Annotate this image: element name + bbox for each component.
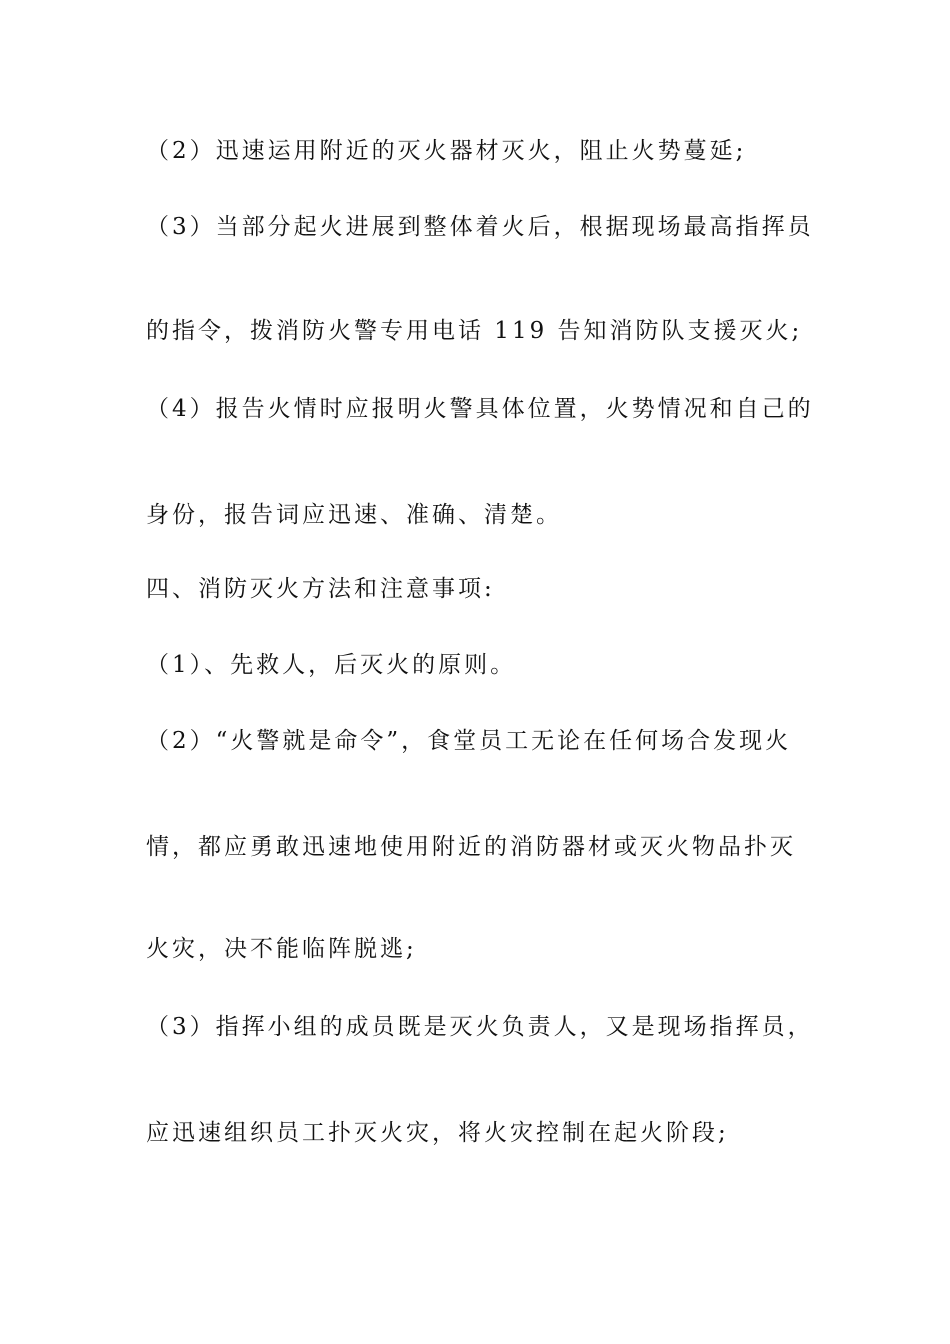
paragraph-line-7: （1）、先救人，后灭火的原则。 <box>146 652 517 678</box>
paragraph-line-5: 身份，报告词应迅速、准确、清楚。 <box>146 502 562 528</box>
paragraph-line-11: （3）指挥小组的成员既是灭火负责人，又是现场指挥员， <box>146 1014 814 1040</box>
paragraph-line-2: （3）当部分起火进展到整体着火后，根据现场最高指挥员 <box>146 214 814 240</box>
paragraph-line-12: 应迅速组织员工扑灭火灾，将火灾控制在起火阶段; <box>146 1120 729 1146</box>
paragraph-line-3: 的指令，拨消防火警专用电话 119 告知消防队支援灭火; <box>146 318 803 344</box>
section-heading: 四、消防灭火方法和注意事项: <box>146 576 495 602</box>
paragraph-line-10: 火灾，决不能临阵脱逃; <box>146 936 417 962</box>
paragraph-line-4: （4）报告火情时应报明火警具体位置，火势情况和自己的 <box>146 396 814 422</box>
paragraph-line-9: 情，都应勇敢迅速地使用附近的消防器材或灭火物品扑灭 <box>146 834 796 860</box>
paragraph-line-8: （2）“火警就是命令”，食堂员工无论在任何场合发现火 <box>146 728 792 754</box>
paragraph-line-1: （2）迅速运用附近的灭火器材灭火，阻止火势蔓延; <box>146 138 747 164</box>
